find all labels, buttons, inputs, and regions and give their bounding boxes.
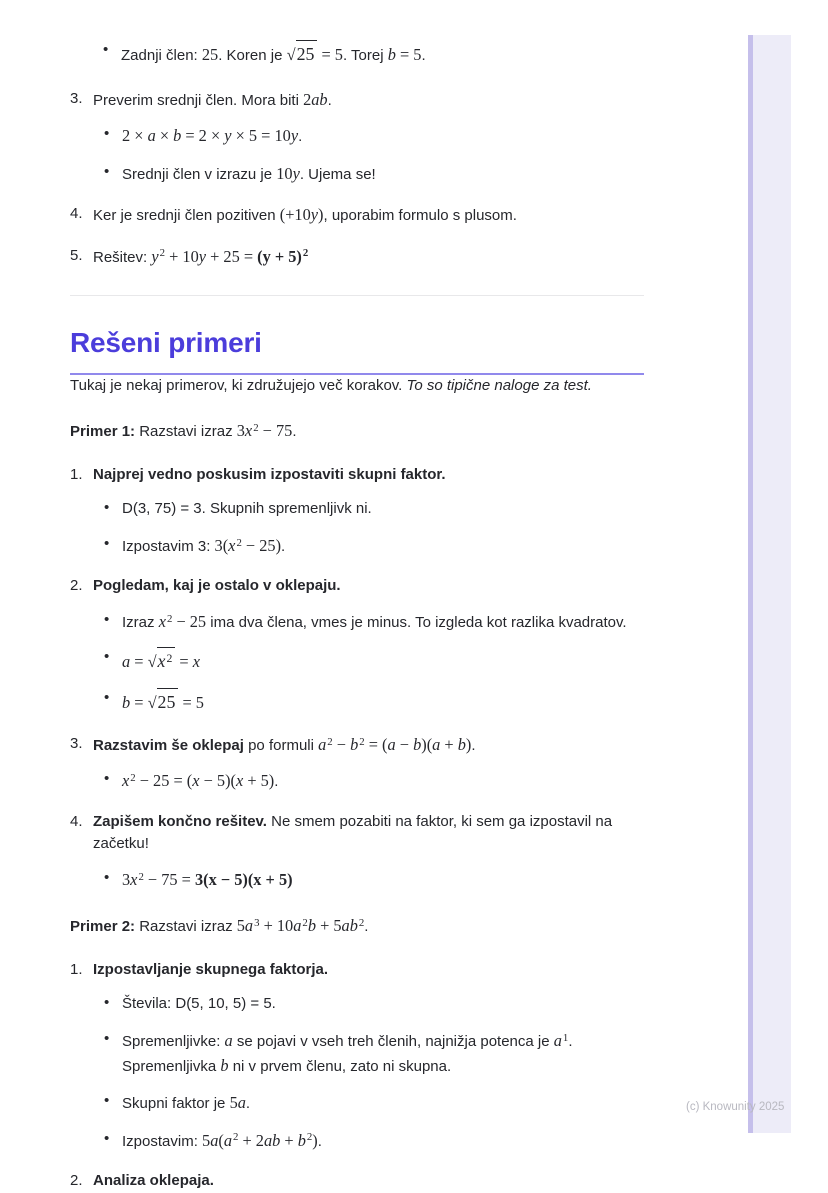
text-run: a bbox=[318, 734, 327, 754]
list-item-text bbox=[93, 1170, 644, 1193]
text-run: 2 bbox=[253, 422, 259, 435]
list-item bbox=[70, 464, 644, 559]
text-run: 2 bbox=[138, 870, 144, 883]
text-run: 2 bbox=[236, 536, 242, 549]
list-item bbox=[104, 610, 644, 635]
text-run: x bbox=[158, 611, 166, 631]
list-item bbox=[104, 1029, 644, 1078]
text-run: . bbox=[245, 1095, 251, 1113]
text-run: b bbox=[307, 916, 316, 936]
radical-sign-icon: √ bbox=[147, 652, 157, 672]
list-item bbox=[70, 575, 644, 715]
radical-overline bbox=[157, 688, 179, 716]
bullet-dot-icon: • bbox=[104, 499, 110, 517]
list-number: 3. bbox=[70, 89, 83, 107]
text-run: + 5 bbox=[315, 916, 342, 936]
sqrt-radical bbox=[148, 693, 179, 712]
text-run: a bbox=[293, 916, 302, 936]
bullet-dot-icon: • bbox=[103, 41, 109, 58]
text-run: = bbox=[130, 652, 148, 672]
text-run: 25 bbox=[157, 692, 176, 713]
text-run: = 5 bbox=[395, 45, 422, 64]
text-run: x bbox=[228, 535, 236, 555]
text-run: Primer 1: bbox=[70, 423, 136, 441]
sqrt-radical bbox=[287, 45, 318, 64]
bullet-dot-icon: • bbox=[104, 689, 110, 707]
text-run: Tukaj je nekaj primerov, ki združujejo več korakov. bbox=[70, 376, 407, 394]
text-run: + 10 bbox=[259, 916, 294, 936]
text-run: − 5)( bbox=[199, 771, 236, 791]
text-run: a bbox=[224, 1030, 233, 1050]
text-run: Razstavi izraz bbox=[135, 918, 237, 936]
bullet-dot-icon: • bbox=[104, 534, 110, 552]
text-run: 2 bbox=[306, 1131, 313, 1144]
text-run: Razstavim še oklepaj bbox=[93, 736, 244, 754]
page-edge-line bbox=[748, 35, 753, 1133]
text-run: Pogledam, kaj je ostalo v oklepaju. bbox=[93, 577, 341, 595]
list-item bbox=[104, 1129, 644, 1154]
list-item-text bbox=[93, 733, 644, 758]
text-run: 2 bbox=[166, 612, 173, 625]
sqrt-radical bbox=[148, 652, 176, 671]
list-item bbox=[70, 1170, 644, 1193]
text-run: ( bbox=[218, 1130, 224, 1150]
text-run: Primer 2: bbox=[70, 918, 136, 936]
text-run: 25 bbox=[296, 44, 315, 64]
radical-overline bbox=[157, 647, 176, 675]
text-run: 3(x − 5)(x + 5) bbox=[194, 869, 293, 889]
text-run: ni v prvem členu, zato ni skupna. bbox=[228, 1057, 452, 1075]
text-run: Preverim srednji člen. Mora biti bbox=[93, 91, 304, 109]
bullet-dot-icon: • bbox=[104, 610, 110, 628]
text-run: b bbox=[173, 126, 182, 146]
text-run: 3 bbox=[254, 917, 260, 930]
text-run: y bbox=[198, 246, 207, 266]
list-item bbox=[104, 124, 644, 149]
list-item bbox=[104, 769, 644, 794]
text-run: a bbox=[553, 1030, 562, 1050]
text-run: x bbox=[244, 421, 253, 441]
text-run: 2 bbox=[358, 917, 365, 930]
text-run: . Torej bbox=[342, 47, 388, 64]
text-run: − 25 bbox=[172, 611, 207, 631]
list-item-text bbox=[93, 245, 644, 270]
text-run: po formuli bbox=[243, 736, 319, 754]
list-number: 1. bbox=[70, 960, 83, 978]
bullet-list bbox=[93, 610, 644, 716]
document-content bbox=[70, 40, 644, 1193]
text-run: Analiza oklepaja. bbox=[93, 1172, 214, 1190]
text-run: b bbox=[457, 734, 466, 754]
page-edge-strip bbox=[748, 35, 791, 1133]
text-run: x bbox=[235, 771, 244, 791]
text-run: a bbox=[387, 734, 396, 754]
text-run: . bbox=[292, 423, 297, 441]
text-run: = bbox=[130, 693, 148, 713]
text-run: 3 bbox=[122, 869, 131, 889]
list-number: 4. bbox=[70, 205, 83, 223]
text-run: . bbox=[421, 47, 426, 64]
bullet-list bbox=[93, 868, 644, 893]
text-run: Izpostavim 3: bbox=[122, 537, 215, 555]
text-run: y bbox=[151, 246, 159, 266]
text-run: b bbox=[122, 693, 131, 713]
text-run: 2 bbox=[233, 1131, 239, 1144]
text-run: a bbox=[432, 734, 441, 754]
text-run: x bbox=[122, 771, 130, 791]
list-item bbox=[70, 88, 644, 187]
list-number: 4. bbox=[70, 812, 83, 830]
text-run: Ker je srednji člen pozitiven bbox=[93, 207, 280, 225]
radical-overline bbox=[296, 40, 318, 68]
list-item bbox=[104, 868, 644, 893]
text-run: − 75 = bbox=[143, 869, 195, 889]
text-run: 2 bbox=[302, 917, 308, 930]
text-run: b bbox=[297, 1130, 306, 1150]
text-run: − 25) bbox=[241, 535, 282, 555]
text-run: y bbox=[290, 126, 299, 146]
text-run: Rešitev: bbox=[93, 248, 152, 266]
text-run: 2 bbox=[130, 772, 136, 785]
text-run: Izraz bbox=[122, 613, 159, 631]
text-run: + 2 bbox=[238, 1130, 264, 1150]
list-item bbox=[104, 498, 644, 521]
list-item bbox=[104, 993, 644, 1016]
text-run: 2 bbox=[159, 247, 166, 260]
text-run: = 5 bbox=[178, 693, 204, 713]
text-run: 1 bbox=[562, 1031, 569, 1044]
list-item bbox=[104, 534, 644, 559]
text-run: Srednji člen v izrazu je bbox=[122, 165, 277, 183]
list-number: 1. bbox=[70, 465, 83, 483]
list-item bbox=[104, 647, 644, 675]
text-run: 5 bbox=[236, 916, 245, 936]
bullet-dot-icon: • bbox=[104, 770, 110, 788]
bullet-dot-icon: • bbox=[104, 1029, 110, 1047]
text-run: ) bbox=[318, 205, 324, 225]
text-run: 5 bbox=[202, 1130, 211, 1150]
text-run: − 25 = ( bbox=[135, 771, 193, 791]
bullet-dot-icon: • bbox=[104, 1129, 110, 1147]
text-run: y bbox=[224, 126, 232, 146]
text-run: Skupni faktor je bbox=[122, 1095, 230, 1113]
text-run: × 5 = 10 bbox=[231, 126, 291, 146]
bullet-list bbox=[93, 498, 644, 558]
text-run: se pojavi v vseh treh členih, najnižja potenca je bbox=[232, 1032, 554, 1050]
bullet-list bbox=[93, 124, 644, 186]
radical-sign-icon: √ bbox=[147, 693, 157, 713]
bullet-list bbox=[93, 769, 644, 794]
text-run: a bbox=[244, 916, 254, 936]
bullet-dot-icon: • bbox=[104, 162, 110, 180]
text-run: . bbox=[274, 773, 279, 791]
text-run: Izpostavim: bbox=[122, 1132, 203, 1150]
bullet-dot-icon: • bbox=[104, 648, 110, 666]
text-run: ab bbox=[341, 916, 358, 936]
paragraph bbox=[70, 419, 644, 444]
text-run: Spremenljivke: bbox=[122, 1032, 225, 1050]
text-run: . bbox=[317, 1132, 322, 1150]
bullet-dot-icon: • bbox=[104, 125, 110, 143]
text-run: ab bbox=[311, 89, 328, 109]
text-run: Razstavi izraz bbox=[135, 423, 237, 441]
text-run: = bbox=[175, 652, 193, 672]
text-run: 2 bbox=[303, 89, 312, 109]
text-run: (+10 bbox=[279, 205, 311, 225]
text-run: + 25 = bbox=[206, 246, 258, 266]
list-item bbox=[70, 733, 644, 794]
ordered-list bbox=[70, 464, 644, 893]
text-run: − 75 bbox=[258, 421, 293, 441]
text-run: x bbox=[192, 652, 200, 672]
list-item bbox=[104, 1091, 644, 1116]
text-run: + bbox=[440, 734, 458, 754]
list-item-text bbox=[93, 959, 644, 982]
section-divider bbox=[70, 295, 644, 296]
text-run: . bbox=[327, 91, 332, 109]
list-number: 2. bbox=[70, 577, 83, 595]
text-run: Ne smem pozabiti na faktor, ki sem ga izpostavil na začetku! bbox=[93, 812, 617, 853]
text-run: D(3, 75) = 3. Skupnih spremenljivk ni. bbox=[122, 500, 372, 518]
list-number: 5. bbox=[70, 246, 83, 264]
text-run: a bbox=[122, 652, 131, 672]
text-run: 2 × bbox=[122, 126, 148, 146]
text-run: . Koren je bbox=[218, 47, 287, 64]
text-run: Zadnji člen: bbox=[121, 47, 202, 64]
text-run: Najprej vedno poskusim izpostaviti skupni faktor. bbox=[93, 465, 446, 483]
text-run: 25 bbox=[201, 45, 219, 64]
paragraph bbox=[70, 375, 644, 398]
bullet-list bbox=[93, 993, 644, 1153]
text-run: y bbox=[310, 205, 319, 225]
bullet-dot-icon: • bbox=[104, 1092, 110, 1110]
text-run: = 5 bbox=[317, 45, 343, 64]
list-item-text bbox=[93, 575, 644, 598]
text-run: 3 bbox=[236, 421, 245, 441]
text-run: . bbox=[298, 128, 303, 146]
copyright-note: (c) Knowunity 2025 bbox=[686, 1101, 785, 1113]
text-run: × bbox=[155, 126, 174, 146]
page-title: Rešeni primeri bbox=[70, 327, 262, 359]
text-run: a bbox=[237, 1093, 246, 1113]
text-run: Zapišem končno rešitev. bbox=[93, 812, 267, 830]
text-run: , uporabim formulo s plusom. bbox=[323, 207, 517, 225]
text-run: 2 bbox=[166, 651, 173, 665]
text-run: . Ujema se! bbox=[299, 165, 376, 183]
text-run: b bbox=[413, 734, 422, 754]
list-item bbox=[103, 40, 644, 68]
text-run: + 5) bbox=[243, 771, 275, 791]
text-run: 10 bbox=[276, 163, 293, 183]
text-run: b bbox=[220, 1055, 229, 1075]
section-heading bbox=[70, 326, 644, 375]
text-run: . bbox=[281, 537, 286, 555]
text-run: − bbox=[332, 734, 351, 754]
list-item-text bbox=[93, 811, 644, 856]
text-run: (y + 5) bbox=[257, 246, 302, 266]
bullet-dot-icon: • bbox=[104, 994, 110, 1012]
radical-sign-icon: √ bbox=[286, 45, 296, 64]
text-run: x bbox=[157, 651, 166, 672]
text-run: 2 bbox=[327, 735, 333, 748]
text-run: ) bbox=[465, 734, 472, 754]
text-run: 2 bbox=[359, 735, 365, 748]
list-item bbox=[70, 959, 644, 1153]
text-run: b bbox=[350, 734, 359, 754]
text-run: Števila: D(5, 10, 5) = 5. bbox=[122, 995, 276, 1013]
text-run: y bbox=[292, 163, 300, 183]
text-run: 2 bbox=[302, 247, 309, 260]
text-run: a bbox=[210, 1130, 219, 1150]
text-run: ) bbox=[312, 1130, 318, 1150]
text-run: x bbox=[192, 771, 200, 791]
text-run: + 10 bbox=[165, 246, 199, 266]
list-item bbox=[70, 811, 644, 893]
list-number: 2. bbox=[70, 1172, 83, 1190]
bullet-list bbox=[70, 40, 644, 68]
list-item-text bbox=[93, 464, 644, 487]
text-run: Izpostavljanje skupnega faktorja. bbox=[93, 960, 329, 978]
text-run: . bbox=[364, 918, 369, 936]
list-item bbox=[70, 203, 644, 228]
text-run: . bbox=[471, 736, 476, 754]
ordered-list bbox=[70, 959, 644, 1193]
text-run: )( bbox=[421, 734, 433, 754]
text-run: x bbox=[130, 869, 138, 889]
text-run: To so tipične naloge za test. bbox=[406, 376, 592, 394]
text-run: = 2 × bbox=[181, 126, 225, 146]
ordered-list bbox=[70, 88, 644, 270]
paragraph bbox=[70, 914, 644, 939]
text-run: + bbox=[280, 1130, 298, 1150]
text-run: ab bbox=[263, 1130, 281, 1150]
list-item bbox=[104, 162, 644, 187]
text-run: = ( bbox=[364, 734, 388, 754]
list-item bbox=[104, 688, 644, 716]
text-run: a bbox=[223, 1130, 232, 1150]
text-run: − bbox=[395, 734, 414, 754]
text-run: . Spremenljivka bbox=[122, 1032, 577, 1075]
list-item-text bbox=[93, 203, 644, 228]
text-run: b bbox=[387, 45, 396, 64]
list-item-text bbox=[93, 88, 644, 113]
text-run: 3( bbox=[214, 535, 229, 555]
list-number: 3. bbox=[70, 734, 83, 752]
text-run: 5 bbox=[229, 1093, 238, 1113]
text-run: ima dva člena, vmes je minus. To izgleda kot razlika kvadratov. bbox=[206, 613, 627, 631]
list-item bbox=[70, 245, 644, 270]
text-run: a bbox=[147, 126, 156, 146]
bullet-dot-icon: • bbox=[104, 868, 110, 886]
